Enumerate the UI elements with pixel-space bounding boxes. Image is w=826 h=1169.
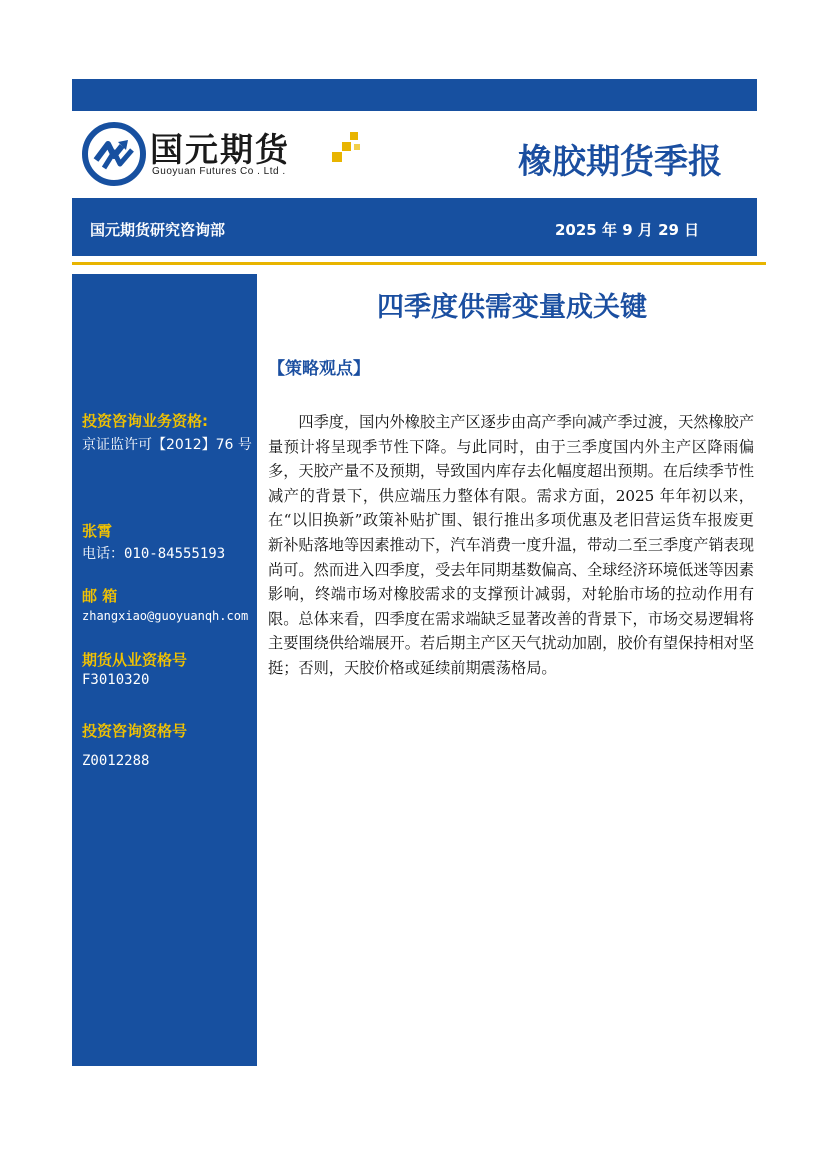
futures-cert-number: F3010320 xyxy=(82,672,150,688)
main-title: 四季度供需变量成关键 xyxy=(377,292,647,323)
logo-company-english: Guoyuan Futures Co . Ltd . xyxy=(152,166,286,177)
section-title: 【策略观点】 xyxy=(268,359,370,379)
logo-company-name: 国元期货 xyxy=(150,130,290,169)
report-title: 橡胶期货季报 xyxy=(518,142,722,182)
logo-gold-squares-icon xyxy=(328,130,368,170)
strategy-paragraph: 四季度，国内外橡胶主产区逐步由高产季向减产季过渡，天然橡胶产量预计将呈现季节性下降。与此同时，由于三季度国内外主产区降雨偏多，天胶产量不及预期，导致国内库存去化幅度超出预期。在后续季节性减产的背景下，供应端压力整体有限。需求方面，2025 年年初以来，在“以旧换新”政策补贴扩围、银行推出多项优惠及老旧营运货车报废更新补贴落地等因素推动下，汽车消费一度升温，带动二至三季度产销表现尚可。然而进入四季度，受去年同期基数偏高、全球经济环境低迷等因素影响，终端市场对橡胶需求的支撑预计减弱，对轮胎市场的拉动作用有限。总体来看，四季度在需求端缺乏显著改善的背景下，市场交易逻辑将主要围绕供给端展开。若后期主产区天气扰动加剧，胶价有望保持相对坚挺；否则，天胶价格或延续前期震荡格局。 xyxy=(268,413,755,677)
analyst-phone: 电话：010-84555193 xyxy=(82,546,226,562)
analyst-name: 张霄 xyxy=(82,522,113,540)
logo-mark-icon xyxy=(82,122,146,186)
header-top-bar xyxy=(72,79,757,111)
analyst-email[interactable]: zhangxiao@guoyuanqh.com xyxy=(82,609,249,623)
invest-cert-label: 投资咨询资格号 xyxy=(82,722,188,740)
email-label: 邮 箱 xyxy=(82,587,118,605)
divider-line xyxy=(72,262,766,265)
futures-cert-label: 期货从业资格号 xyxy=(82,651,188,669)
report-date: 2025 年 9 月 29 日 xyxy=(555,221,700,239)
qualification-value: 京证监许可【2012】76 号 xyxy=(82,437,252,453)
sidebar-panel xyxy=(72,274,257,1066)
qualification-label: 投资咨询业务资格: xyxy=(82,412,208,430)
invest-cert-number: Z0012288 xyxy=(82,753,150,769)
department-label: 国元期货研究咨询部 xyxy=(90,221,226,239)
